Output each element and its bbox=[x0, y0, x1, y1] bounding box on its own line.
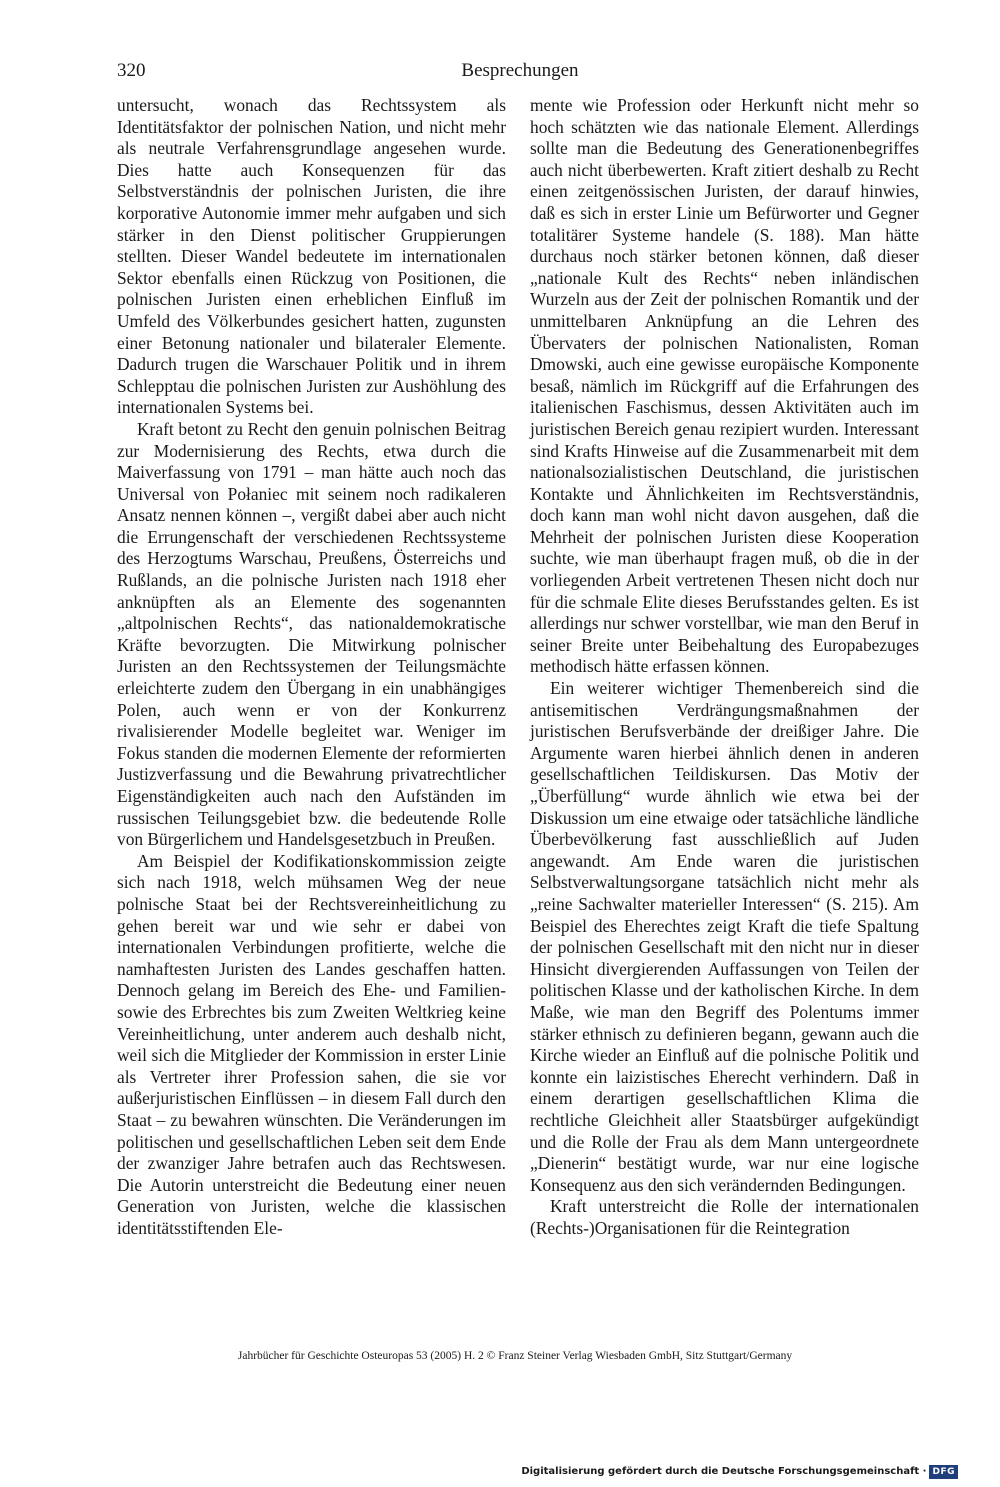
page-number: 320 bbox=[117, 60, 146, 81]
paragraph: untersucht, wonach das Rechtssystem als Identitätsfaktor der polnischen Nation, und nicht mehr als neutrale Verfahrensgrundlage angesehen wurde. Dies hatte auch Konsequenzen für das Selbstverständnis der polnischen Juristen, die ihre korporative Autonomie immer mehr aufgaben und sich stärker in den Dienst politischer Gruppierungen stellten. Dieser Wandel bedeutete im internationalen Sektor ebenfalls einen Rückzug von Positionen, die polnischen Juristen einen erheblichen Einfluß im Umfeld des Völkerbundes gesichert hatten, zugunsten einer Betonung nationaler und bilateraler Elemente. Dadurch trugen die Warschauer Politik und in ihrem Schlepptau die polnischen Juristen zur Aushöhlung des internationalen Systems bei. bbox=[117, 95, 506, 418]
running-head: Besprechungen bbox=[461, 60, 579, 81]
paragraph: Am Beispiel der Kodifikationskommission zeigte sich nach 1918, welch mühsamen Weg der neue polnische Staat bei der Rechtsvereinheitlichung zu gehen bereit war und wie sehr er dabei von internationalen Verbindungen profitierte, welche die namhaftesten Juristen des Landes geschaffen hatten. Dennoch gelang im Bereich des Ehe- und Familien- sowie des Erbrechtes bis zum Zweiten Weltkrieg keine Vereinheitlichung, unter anderem auch deshalb nicht, weil sich die Mitglieder der Kommission in erster Linie als Vertreter ihrer Profession sahen, die sie vor außerjuristischen Einflüssen – in diesem Fall durch den Staat – zu bewahren wünschten. Die Veränderungen im politischen und gesellschaftlichen Leben seit dem Ende der zwanziger Jahre betrafen auch das Rechtswesen. Die Autorin unterstreicht die Bedeutung einer neuen Generation von Juristen, welche die klassischen identitätsstiftenden Ele- bbox=[117, 850, 506, 1238]
footer-citation: Jahrbücher für Geschichte Osteuropas 53 (2005) H. 2 © Franz Steiner Verlag Wiesbaden GmbH, Sitz Stuttgart/Germany bbox=[237, 1350, 793, 1362]
digitization-note bbox=[521, 1465, 958, 1479]
dfg-logo: DFG bbox=[929, 1465, 958, 1479]
digitization-note-text: Digitalisierung gefördert durch die Deutsche Forschungsgemeinschaft · bbox=[521, 1466, 927, 1477]
right-column bbox=[530, 95, 919, 1239]
paragraph: mente wie Profession oder Herkunft nicht mehr so hoch schätzten wie das nationale Element. Allerdings sollte man die Bedeutung des Generationenbegriffes auch nicht überbewerten. Kraft zitiert deshalb zu Recht einen zeitgenössischen Juristen, der darauf hinwies, daß es sich in erster Linie um Befürworter und Gegner totalitärer Systeme handele (S. 188). Man hätte durchaus noch stärker betonen können, daß dieser „nationale Kult des Rechts“ neben inländischen Wurzeln aus der Zeit der polnischen Romantik und der unmittelbaren Anknüpfung an die Lehren des Übervaters der polnischen Nationalisten, Roman Dmowski, auch eine gewisse europäische Komponente besaß, nämlich im Rückgriff auf die Erfahrungen des italienischen Faschismus, dessen Aktivitäten auch im juristischen Bereich genau rezipiert wurden. Interessant sind Krafts Hinweise auf die Zusammenarbeit mit dem nationalsozialistischen Deutschland, die juristischen Kontakte und Ähnlichkeiten im Rechtsverständnis, doch kann man wohl nicht davon ausgehen, daß die Mehrheit der polnischen Juristen diese Kooperation suchte, wie man überhaupt fragen muß, ob die in der vorliegenden Arbeit vertretenen Thesen nicht doch nur für die schmale Elite dieses Berufsstandes gelten. Es ist allerdings nur schwer vorstellbar, wie man den Beruf in seiner Breite unter Beibehaltung des Europabezuges methodisch hätte erfassen können. bbox=[530, 95, 919, 677]
paragraph: Kraft unterstreicht die Rolle der internationalen (Rechts-)Organisationen für die Reintegration bbox=[530, 1196, 919, 1238]
paragraph: Ein weiterer wichtiger Themenbereich sind die antisemitischen Verdrängungsmaßnahmen der juristischen Berufsverbände der dreißiger Jahre. Die Argumente waren hierbei ähnlich denen in anderen gesellschaftlichen Teildiskursen. Das Motiv der „Überfüllung“ wurde ähnlich wie etwa bei der Diskussion um eine etwaige oder tatsächliche ländliche Überbevölkerung fast ausschließlich auf Juden angewandt. Am Ende waren die juristischen Selbstverwaltungsorgane tatsächlich nicht mehr als „reine Sachwalter materieller Interessen“ (S. 215). Am Beispiel des Eherechtes zeigt Kraft die tiefe Spaltung der polnischen Gesellschaft mit den nicht nur in dieser Hinsicht divergierenden Auffassungen von Teilen der politischen Klasse und der katholischen Kirche. In dem Maße, wie man den Begriff des Polentums immer stärker ethnisch zu definieren begann, gewann auch die Kirche wieder an Einfluß auf die polnische Politik und konnte ein laizistisches Eherecht verhindern. Daß in einem derartigen gesellschaftlichen Klima die rechtliche Gleichheit aller Staatsbürger aufgekündigt und die Rolle der Frau als dem Mann untergeordnete „Dienerin“ bestätigt wurde, war nur eine logische Konsequenz aus den sich verändernden Bedingungen. bbox=[530, 678, 919, 1195]
left-column bbox=[117, 95, 506, 1239]
paragraph: Kraft betont zu Recht den genuin polnischen Beitrag zur Modernisierung des Rechts, etwa durch die Maiverfassung von 1791 – man hätte auch noch das Universal von Połaniec mit seinem noch radikaleren Ansatz nennen können –, vergißt dabei aber auch nicht die Errungenschaft der verschiedenen Rechtssysteme des Herzogtums Warschau, Preußens, Österreichs und Rußlands, an die polnische Juristen nach 1918 eher anknüpften als an Elemente des sogenannten „altpolnischen Rechts“, das nationaldemokratische Kräfte bevorzugten. Die Mitwirkung polnischer Juristen an den Rechtssystemen der Teilungsmächte erleichterte zudem den Übergang in ein unabhängiges Polen, auch wenn er von der Konkurrenz rivalisierender Modelle begleitet war. Weniger im Fokus standen die modernen Elemente der reformierten Justizverfassung und die Bewahrung privatrechtlicher Eigenständigkeiten auch nach den Aufständen im russischen Teilungsgebiet bzw. die bedeutende Rolle von Bürgerlichem und Handelsgesetzbuch in Preußen. bbox=[117, 418, 506, 850]
